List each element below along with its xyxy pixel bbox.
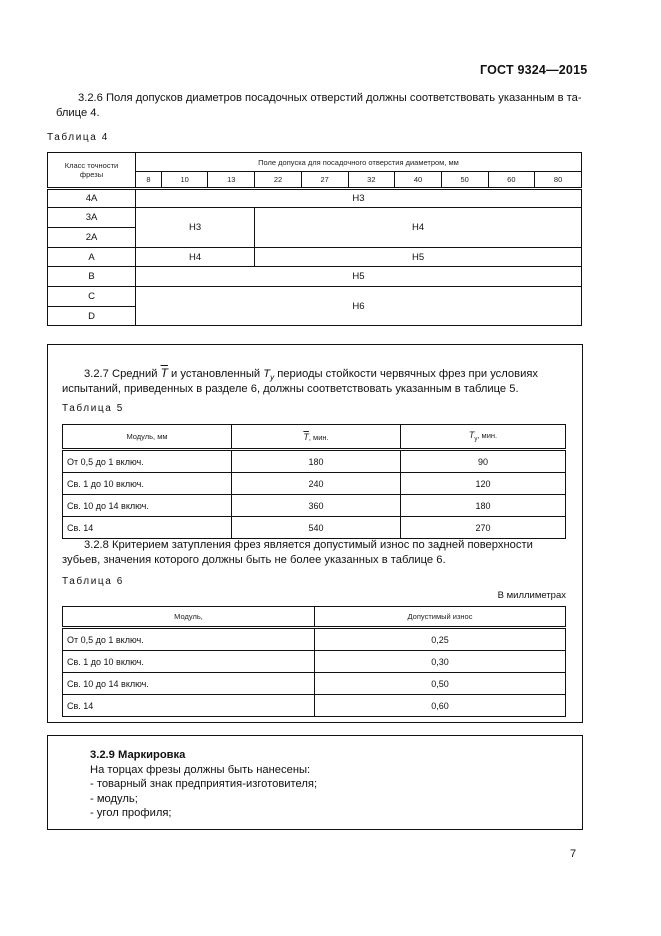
T-cell: 180 — [232, 450, 401, 473]
diameter-header: 13 — [208, 172, 255, 189]
document-code: ГОСТ 9324—2015 — [480, 63, 588, 77]
page-number: 7 — [570, 848, 577, 860]
T-cell: 240 — [232, 473, 401, 495]
class-cell: C — [48, 287, 136, 307]
section-3-2-6-line2: блице 4. — [56, 107, 100, 119]
table-row — [63, 673, 566, 695]
Ty-cell: 180 — [401, 495, 566, 517]
module-cell: Св. 10 до 14 включ. — [63, 673, 315, 695]
Ty-symbol — [263, 368, 275, 383]
module-cell: Св. 14 — [63, 517, 232, 539]
tolerance-cell: H4 — [136, 248, 255, 267]
table-5 — [62, 424, 566, 539]
module-header: Модуль, мм — [63, 425, 232, 450]
T-unit: , мин. — [308, 432, 329, 442]
module-cell: Св. 1 до 10 включ. — [63, 473, 232, 495]
class-cell: B — [48, 267, 136, 287]
Ty-cell: 120 — [401, 473, 566, 495]
table-row — [48, 287, 582, 307]
wear-cell: 0,30 — [315, 651, 566, 673]
diameter-header: 8 — [136, 172, 162, 189]
tolerance-cell: H6 — [136, 287, 582, 326]
tolerance-cell: H5 — [136, 267, 582, 287]
wear-cell: 0,50 — [315, 673, 566, 695]
table-row — [63, 517, 566, 539]
section-3-2-8-line1: 3.2.8 Критерием затупления фрез является допустимый износ по задней поверхности — [84, 539, 533, 551]
diameter-group-header: Поле допуска для посадочного отверстия диаметром, мм — [136, 153, 582, 172]
module-cell: Св. 1 до 10 включ. — [63, 651, 315, 673]
class-cell: A — [48, 248, 136, 267]
table5-caption: Таблица 5 — [62, 403, 124, 414]
text: 3.2.7 Средний — [84, 368, 158, 380]
table6-units: В миллиметрах — [497, 590, 566, 601]
diameter-header: 60 — [488, 172, 535, 189]
section-3-2-9 — [90, 748, 317, 821]
table-row — [63, 473, 566, 495]
module-cell: Св. 14 — [63, 695, 315, 717]
T-header — [232, 425, 401, 450]
table-row — [63, 651, 566, 673]
tolerance-cell: H5 — [255, 248, 582, 267]
table-row — [48, 189, 582, 208]
wear-cell: 0,60 — [315, 695, 566, 717]
Ty-subscript: у — [270, 373, 275, 383]
table-row — [63, 450, 566, 473]
diameter-header: 32 — [348, 172, 395, 189]
module-cell: От 0,5 до 1 включ. — [63, 628, 315, 651]
diameter-header: 40 — [395, 172, 442, 189]
section-3-2-7-line2: испытаний, приведенных в разделе 6, должны соответствовать указанным в таблице 5. — [62, 383, 519, 395]
tolerance-cell: H3 — [136, 208, 255, 248]
table-row — [48, 267, 582, 287]
T-symbol: $\overline{T}$ — [303, 431, 309, 442]
class-cell: 2A — [48, 228, 136, 248]
Ty-header — [401, 425, 566, 450]
diameter-header: 80 — [535, 172, 582, 189]
class-cell: 3A — [48, 208, 136, 228]
Ty-symbol: T — [468, 430, 475, 441]
section-3-2-6 — [56, 91, 582, 106]
section-3-2-9-intro: На торцах фрезы должны быть нанесены: — [90, 763, 311, 776]
section-3-2-8-line2: зубьев, значения которого должны быть не более указанных в таблице 6. — [62, 554, 446, 566]
T-cell: 360 — [232, 495, 401, 517]
wear-cell: 0,25 — [315, 628, 566, 651]
wear-header: Допустимый износ — [315, 607, 566, 628]
diameter-header: 50 — [441, 172, 488, 189]
tolerance-cell: H4 — [255, 208, 582, 248]
class-header: Класс точности фрезы — [48, 153, 136, 189]
module-cell: От 0,5 до 1 включ. — [63, 450, 232, 473]
list-item: - модуль; — [90, 792, 138, 805]
table-4 — [47, 152, 582, 326]
Ty-letter: T — [263, 368, 271, 380]
table-6 — [62, 606, 566, 717]
diameter-header: 22 — [255, 172, 302, 189]
section-3-2-6-line1: 3.2.6 Поля допусков диаметров посадочных отверстий должны соответствовать указанным в та- — [78, 92, 582, 104]
diameter-header: 10 — [161, 172, 208, 189]
diameter-header: 27 — [301, 172, 348, 189]
text: и установленный — [171, 368, 261, 380]
list-item: - товарный знак предприятия-изготовителя; — [90, 778, 318, 790]
Ty-cell: 270 — [401, 517, 566, 539]
table-row — [63, 695, 566, 717]
class-cell: D — [48, 307, 136, 326]
module-header: Модуль, — [63, 607, 315, 628]
text: периоды стойкости червячных фрез при условиях — [277, 368, 538, 380]
table-row — [63, 495, 566, 517]
section-3-2-9-title: 3.2.9 Маркировка — [90, 749, 186, 761]
Ty-unit: , мин. — [477, 431, 498, 441]
table-row — [63, 628, 566, 651]
module-cell: Св. 10 до 14 включ. — [63, 495, 232, 517]
Ty-cell: 90 — [401, 450, 566, 473]
Ty-subscript: у — [474, 436, 478, 443]
table-row — [48, 208, 582, 228]
mean-T-symbol: $\overline{T}$ — [160, 366, 168, 380]
table4-caption: Таблица 4 — [47, 132, 109, 143]
class-cell: 4A — [48, 189, 136, 208]
tolerance-cell: H3 — [136, 189, 582, 208]
list-item: - угол профиля; — [90, 807, 172, 819]
T-cell: 540 — [232, 517, 401, 539]
table6-caption: Таблица 6 — [62, 576, 124, 587]
table-row — [48, 248, 582, 267]
